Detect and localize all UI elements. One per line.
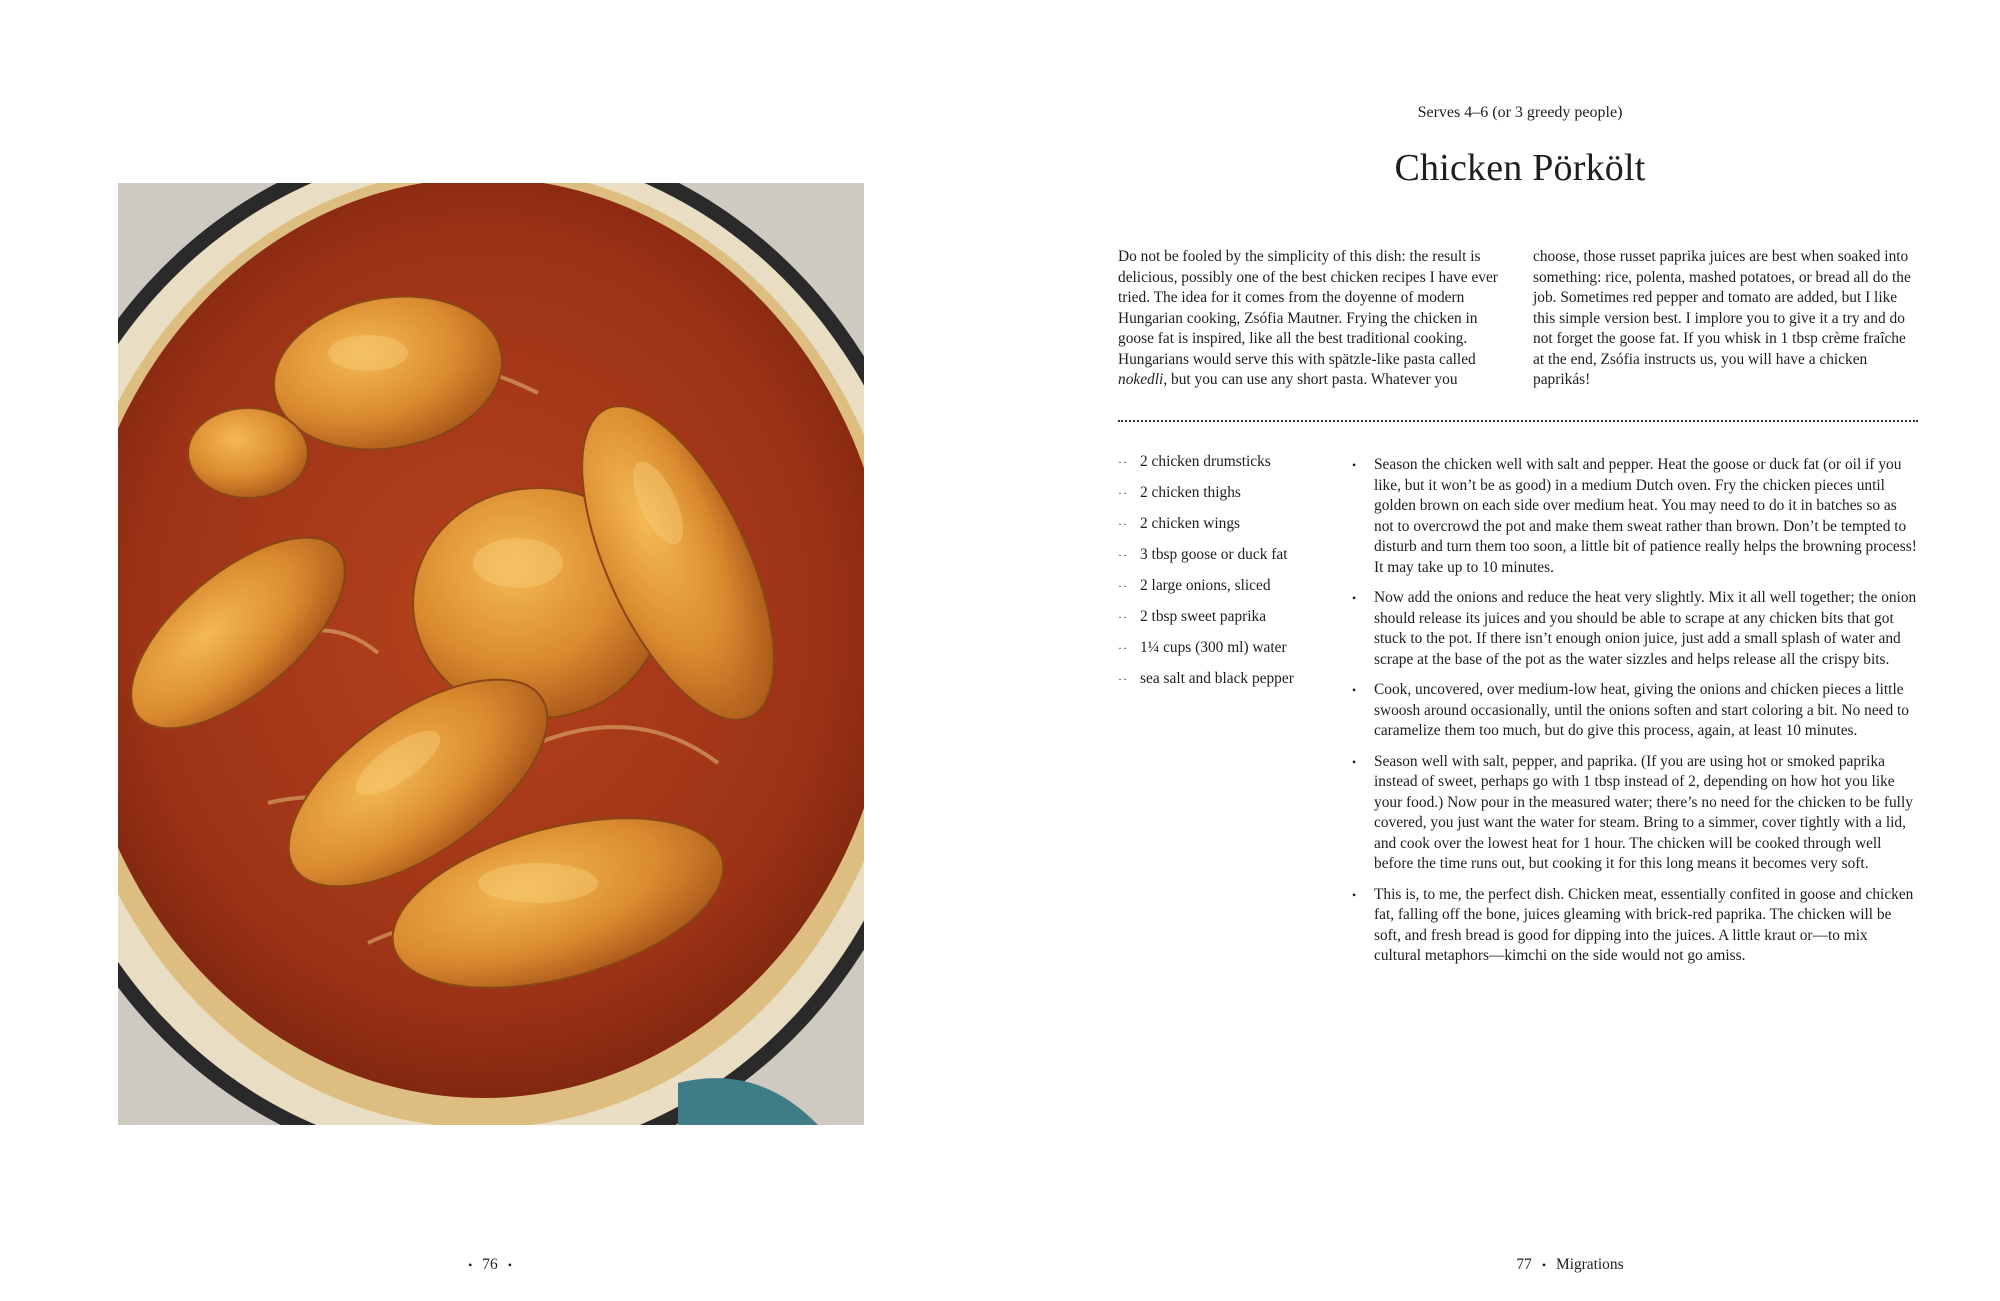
ingredient-text: 2 tbsp sweet paprika	[1140, 608, 1267, 625]
left-page-number: 76	[482, 1256, 498, 1273]
method-step-text: Cook, uncovered, over medium-low heat, giving the onions and chicken pieces a little swoosh around occasionally, until the onions soften and start coloring a bit. No need to caramelize them too much, but do give this process, again, at least 10 minutes.	[1374, 681, 1910, 739]
left-page-folio	[440, 1256, 540, 1274]
ingredient-item	[1118, 576, 1338, 596]
intro-text-after: , but you can use any short pasta. Whatever you choose, those russet paprika juices are best when soaked into something: rice, polenta, mashed potatoes, or bread all do the job. Sometimes red pepper and tomato are added, but I like this simple version best. I implore you to give it a try and do not forget the goose fat. If you whisk in 1 tbsp crème fraîche at the end, Zsófia instructs us, you will have a chicken paprikás!	[1163, 248, 1911, 388]
method-step	[1352, 588, 1918, 670]
ingredient-marker: ··	[1118, 579, 1128, 593]
method-step-text: Now add the onions and reduce the heat very slightly. Mix it all well together; the onion should release its juices and you should be able to scrape at any chicken bits that got stuck to the pot. If there isn’t enough onion juice, just add a small splash of water and scrape at the base of the pot as the water sizzles and helps release all the crispy bits.	[1374, 589, 1917, 668]
method-step-text: This is, to me, the perfect dish. Chicken meat, essentially confited in goose and chicken fat, falling off the bone, juices gleaming with brick-red paprika. The chicken will be soft, and fresh bread is good for dipping into the juices. A little kraut or—to mix cultural metaphors—kimchi on the side would not go amiss.	[1374, 885, 1914, 964]
ingredient-text: 2 large onions, sliced	[1140, 577, 1271, 594]
bullet-icon: •	[1352, 683, 1357, 697]
section-name: Migrations	[1556, 1256, 1624, 1273]
ingredient-marker: ··	[1118, 517, 1128, 531]
bullet-icon: •	[1352, 591, 1357, 605]
folio-dot-icon: •	[468, 1258, 473, 1272]
ingredient-item	[1118, 607, 1338, 627]
method-steps	[1352, 455, 1918, 977]
ingredient-marker: ··	[1118, 548, 1128, 562]
right-page-number: 77	[1516, 1256, 1532, 1273]
ingredient-text: 1¼ cups (300 ml) water	[1140, 639, 1287, 656]
method-step	[1352, 885, 1918, 967]
ingredient-text: sea salt and black pepper	[1140, 670, 1294, 687]
bullet-icon: •	[1352, 754, 1357, 769]
bullet-icon: •	[1352, 887, 1357, 902]
ingredient-item	[1118, 638, 1338, 658]
chicken-porkolt-photo-icon	[118, 183, 864, 1125]
ingredient-item	[1118, 545, 1338, 565]
recipe-title: Chicken Pörkölt	[1394, 147, 1646, 189]
serves-note: Serves 4–6 (or 3 greedy people)	[1417, 104, 1623, 121]
intro-italic-term: nokedli	[1118, 371, 1164, 388]
ingredient-item	[1118, 483, 1338, 503]
method-step-text: Season the chicken well with salt and pepper. Heat the goose or duck fat (or oil if you like, but it won’t be as good) in a medium Dutch oven. Fry the chicken pieces until golden brown on each side over medium heat. You may need to do it in batches so as not to overcrowd the pot and make them sweat rather than brown. Don’t be tempted to disturb and turn them too soon, a little bit of patience really helps the browning process! It may take up to 10 minutes.	[1374, 456, 1917, 576]
ingredient-marker: ··	[1118, 641, 1128, 655]
folio-dot-icon: •	[1541, 1258, 1547, 1272]
ingredients-list	[1118, 452, 1338, 700]
ingredient-text: 3 tbsp goose or duck fat	[1140, 546, 1288, 563]
method-step-text: Season well with salt, pepper, and paprika. (If you are using hot or smoked paprika instead of sweet, perhaps go with 1 tbsp instead of 2, depending on how hot you like your food.) Now pour in the measured water; there’s no need for the chicken to be fully covered, you just want the water for steam. Bring to a simmer, cover tightly with a lid, and cook over the lowest heat for 1 hour. The chicken will be cooked through well before the time runs out, but cooking it for this long means it becomes very soft.	[1374, 752, 1913, 872]
ingredient-marker: ··	[1118, 672, 1128, 686]
ingredient-item	[1118, 452, 1338, 472]
ingredient-marker: ··	[1118, 486, 1128, 500]
ingredient-text: 2 chicken wings	[1140, 515, 1241, 532]
ingredient-item	[1118, 514, 1338, 534]
intro-text-before: Do not be fooled by the simplicity of this dish: the result is delicious, possibly one of the best chicken recipes I have ever tried. The idea for it comes from the doyenne of modern Hungarian cooking, Zsófia Mautner. Frying the chicken in goose fat is inspired, like all the best traditional cooking. Hungarians would serve this with spätzle-like pasta called	[1118, 248, 1498, 368]
method-step	[1352, 680, 1918, 742]
bullet-icon: •	[1352, 458, 1357, 472]
ingredient-text: 2 chicken drumsticks	[1140, 453, 1271, 470]
ingredient-text: 2 chicken thighs	[1140, 484, 1241, 501]
folio-dot-icon: •	[507, 1258, 512, 1272]
dotted-divider	[1118, 420, 1918, 422]
intro-paragraph	[1118, 247, 1918, 391]
method-step	[1352, 455, 1918, 578]
right-page-folio	[1420, 1256, 1720, 1274]
method-step	[1352, 752, 1918, 875]
ingredient-marker: ··	[1118, 455, 1128, 469]
dish-photo	[118, 183, 864, 1125]
ingredient-marker: ··	[1118, 610, 1128, 624]
ingredient-item	[1118, 669, 1338, 689]
